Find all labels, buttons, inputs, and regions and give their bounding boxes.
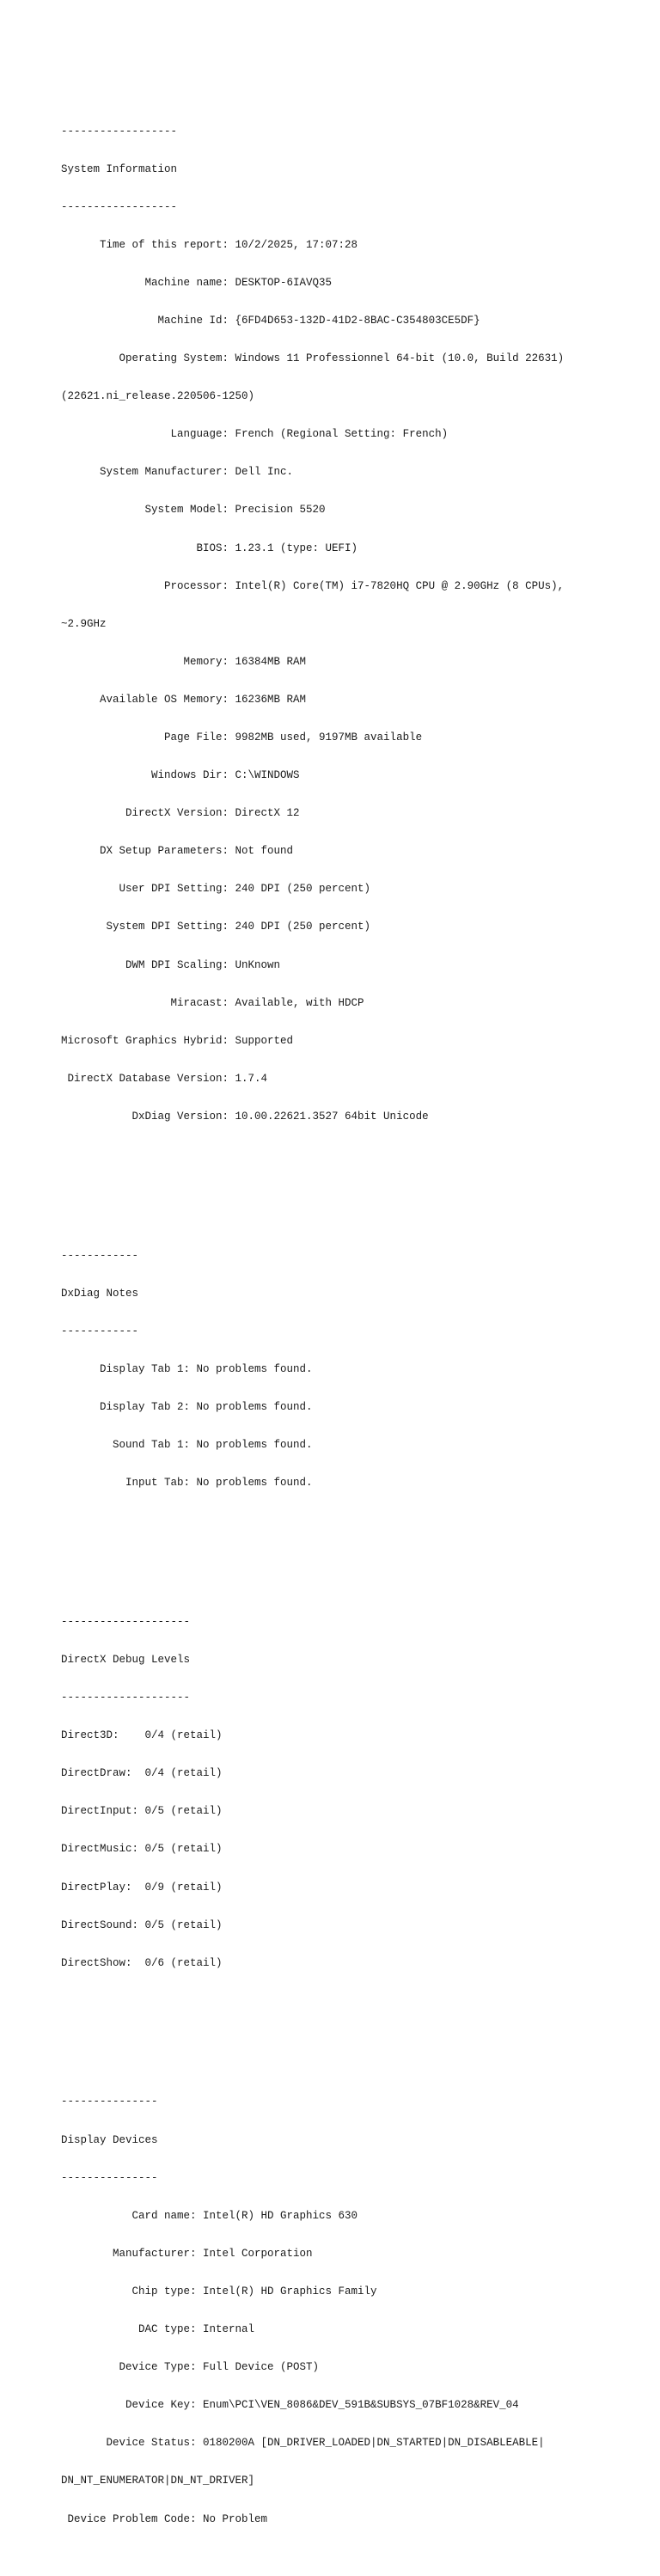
report-line: System DPI Setting: 240 DPI (250 percent)	[61, 921, 371, 933]
section-system-information	[61, 100, 645, 1186]
section-rule: ---------------	[61, 2096, 158, 2108]
report-line: Device Key: Enum\PCI\VEN_8086&DEV_591B&SUBSYS_07BF1028&REV_04	[61, 2399, 519, 2412]
report-line: BIOS: 1.23.1 (type: UEFI)	[61, 542, 358, 554]
report-line: DirectInput: 0/5 (retail)	[61, 1805, 223, 1818]
report-line: Microsoft Graphics Hybrid: Supported	[61, 1034, 294, 1047]
report-line: Miracast: Available, with HDCP	[61, 996, 364, 1009]
report-line: Chip type: Intel(R) HD Graphics Family	[61, 2285, 377, 2298]
report-line: DirectShow: 0/6 (retail)	[61, 1956, 223, 1969]
section-directx-debug-levels	[61, 1591, 645, 2033]
section-rule: ------------------	[61, 200, 178, 213]
report-line: Sound Tab 1: No problems found.	[61, 1439, 313, 1452]
report-line: Display Tab 2: No problems found.	[61, 1401, 313, 1414]
section-display-devices	[61, 2071, 645, 2551]
report-line: Processor: Intel(R) Core(TM) i7-7820HQ CPU @ 2.90GHz (8 CPUs),	[61, 579, 565, 592]
report-line: Device Type: Full Device (POST)	[61, 2361, 320, 2374]
report-line: Page File: 9982MB used, 9197MB available	[61, 731, 423, 744]
report-line: DX Setup Parameters: Not found	[61, 845, 294, 858]
section-rule: ------------------	[61, 125, 178, 138]
report-line: Memory: 16384MB RAM	[61, 655, 307, 668]
section-rule: ------------	[61, 1249, 139, 1262]
report-line: Card name: Intel(R) HD Graphics 630	[61, 2209, 358, 2222]
blank-line	[61, 1148, 645, 1161]
section-heading: DxDiag Notes	[61, 1287, 139, 1300]
section-rule: ------------	[61, 1325, 139, 1337]
report-line: DN_NT_ENUMERATOR|DN_NT_DRIVER]	[61, 2475, 255, 2487]
report-line: Machine name: DESKTOP-6IAVQ35	[61, 276, 333, 289]
section-heading: Display Devices	[61, 2133, 158, 2146]
report-line: DirectX Version: DirectX 12	[61, 807, 300, 820]
report-line: DirectPlay: 0/9 (retail)	[61, 1881, 223, 1894]
blank-line	[61, 1995, 645, 2008]
report-line: DxDiag Version: 10.00.22621.3527 64bit Unicode	[61, 1110, 429, 1123]
report-line: Display Tab 1: No problems found.	[61, 1362, 313, 1375]
report-line: DirectSound: 0/5 (retail)	[61, 1918, 223, 1931]
report-line: User DPI Setting: 240 DPI (250 percent)	[61, 883, 371, 896]
report-line: Manufacturer: Intel Corporation	[61, 2247, 313, 2260]
report-line: Language: French (Regional Setting: French)	[61, 428, 449, 441]
section-dxdiag-notes	[61, 1224, 645, 1552]
section-rule: --------------------	[61, 1692, 191, 1704]
report-line: System Model: Precision 5520	[61, 504, 326, 517]
report-line: Windows Dir: C:\WINDOWS	[61, 769, 300, 782]
report-line: DirectX Database Version: 1.7.4	[61, 1072, 268, 1085]
report-line: Direct3D: 0/4 (retail)	[61, 1729, 223, 1742]
report-line: Time of this report: 10/2/2025, 17:07:28	[61, 238, 358, 251]
report-line: Input Tab: No problems found.	[61, 1477, 313, 1490]
section-heading: System Information	[61, 162, 178, 175]
report-line: DirectMusic: 0/5 (retail)	[61, 1843, 223, 1856]
report-line: Device Problem Code: No Problem	[61, 2512, 268, 2525]
report-line: Device Status: 0180200A [DN_DRIVER_LOADED|DN_STARTED|DN_DISABLEABLE|	[61, 2437, 545, 2450]
section-rule: --------------------	[61, 1615, 191, 1628]
report-line: Available OS Memory: 16236MB RAM	[61, 693, 307, 706]
report-line: ~2.9GHz	[61, 617, 107, 630]
report-line: System Manufacturer: Dell Inc.	[61, 466, 294, 479]
report-line: Operating System: Windows 11 Professionnel 64-bit (10.0, Build 22631)	[61, 352, 565, 365]
report-line: DirectDraw: 0/4 (retail)	[61, 1767, 223, 1780]
report-line: DAC type: Internal	[61, 2323, 255, 2336]
section-rule: ---------------	[61, 2171, 158, 2184]
report-line: DWM DPI Scaling: UnKnown	[61, 958, 281, 971]
report-line: Machine Id: {6FD4D653-132D-41D2-8BAC-C354803CE5DF}	[61, 314, 480, 327]
section-heading: DirectX Debug Levels	[61, 1654, 191, 1667]
report-line: (22621.ni_release.220506-1250)	[61, 390, 255, 403]
dxdiag-report	[61, 62, 645, 2576]
blank-line	[61, 1514, 645, 1527]
